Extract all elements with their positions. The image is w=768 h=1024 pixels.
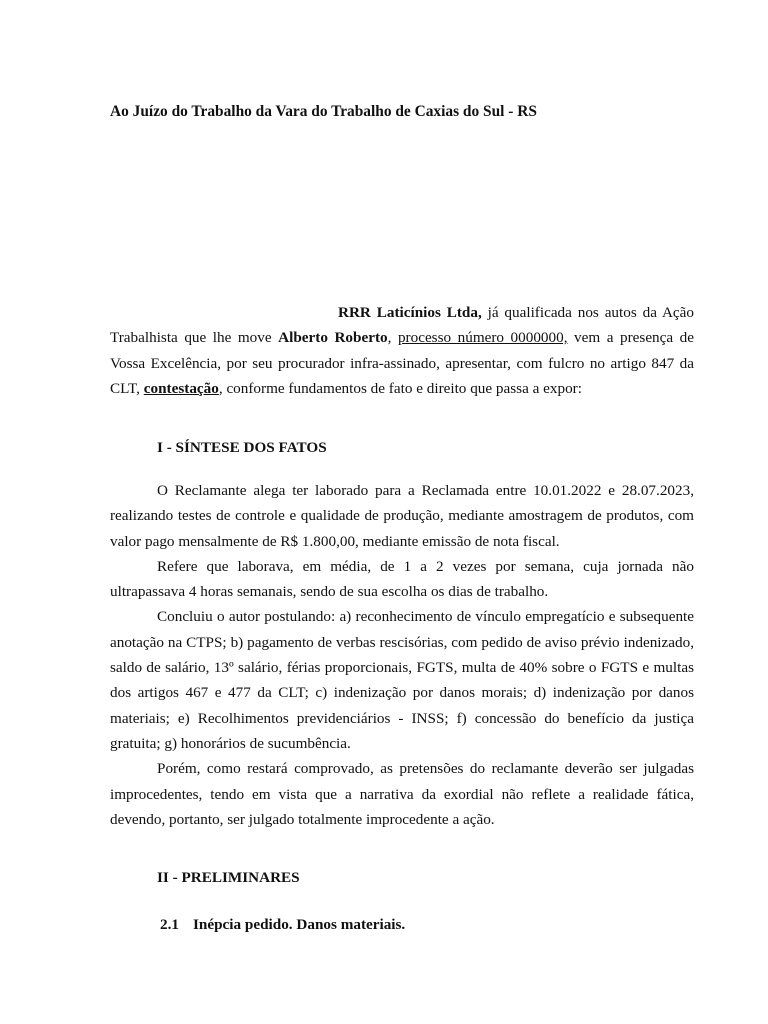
process-number: processo número 0000000,	[397, 329, 568, 347]
subsection-title: Inépcia pedido. Danos materiais.	[193, 916, 406, 933]
act-name: contestação	[143, 379, 219, 397]
intro-paragraph	[110, 300, 694, 401]
intro-text-1: já qualificada nos autos da Ação Trabalhista que lhe move	[110, 304, 694, 347]
facts-body	[110, 478, 694, 832]
facts-paragraph: Concluiu o autor postulando: a) reconhecimento de vínculo empregatício e subsequente anotação na CTPS; b) pagamento de verbas rescisórias, com pedido de aviso prévio indenizado, saldo de salário, 13º salário, férias proporcionais, FGTS, multa de 40% sobre o FGTS e multas dos artigos 467 e 477 da CLT; c) indenização por danos morais; d) indenização por danos materiais; e) Recolhimentos previdenciários - INSS; f) concessão do benefício da justiça gratuita; g) honorários de sucumbência.	[110, 608, 694, 752]
facts-paragraph: O Reclamante alega ter laborado para a Reclamada entre 10.01.2022 e 28.07.2023, realizando testes de controle e qualidade de produção, mediante amostragem de produtos, com valor pago mensalmente de R$ 1.800,00, mediante emissão de nota fiscal.	[110, 482, 694, 550]
subsection-heading	[160, 914, 405, 936]
section-heading-facts: I - SÍNTESE DOS FATOS	[157, 439, 327, 456]
intro-text-3: vem a presença de Vossa Excelência, por seu procurador infra-assinado, apresentar, com fulcro no artigo 847 da CLT,	[110, 329, 694, 397]
addressee-line: Ao Juízo do Trabalho da Vara do Trabalho de Caxias do Sul - RS	[110, 103, 537, 120]
subsection-number: 2.1	[160, 916, 179, 933]
intro-text-2: ,	[387, 329, 398, 347]
intro-text-4: , conforme fundamentos de fato e direito que passa a expor:	[218, 379, 582, 397]
facts-paragraph: Refere que laborava, em média, de 1 a 2 vezes por semana, cuja jornada não ultrapassava 4 horas semanais, sendo de sua escolha os dias de trabalho.	[110, 557, 694, 601]
company-name: RRR Laticínios Ltda,	[338, 304, 482, 321]
facts-paragraph: Porém, como restará comprovado, as pretensões do reclamante deverão ser julgadas improcedentes, tendo em vista que a narrativa da exordial não reflete a realidade fática, devendo, portanto, ser julgado totalmente improcedente a ação.	[110, 760, 694, 828]
section-heading-preliminaries: II - PRELIMINARES	[157, 869, 300, 886]
plaintiff-name: Alberto Roberto	[278, 329, 388, 347]
